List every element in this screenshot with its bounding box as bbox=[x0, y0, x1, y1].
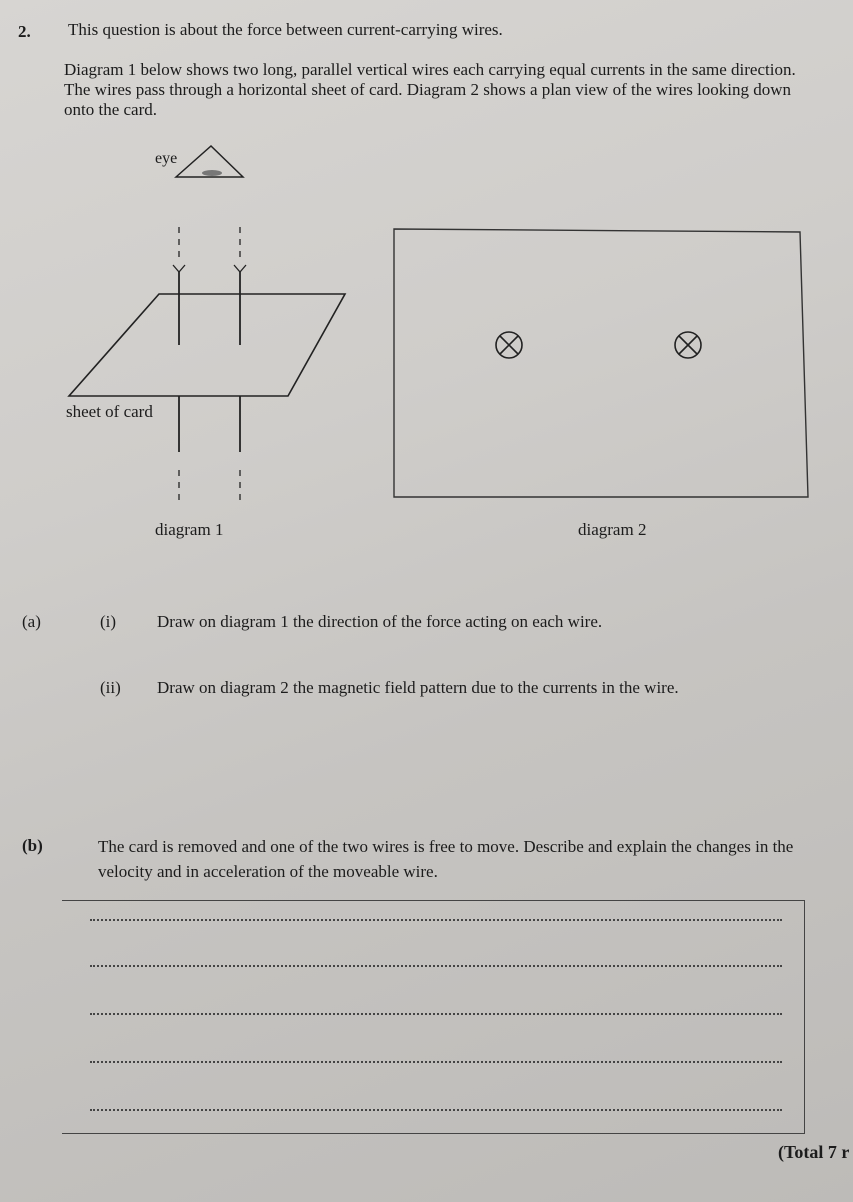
intro-paragraph: Diagram 1 below shows two long, parallel vertical wires each carrying equal currents in the same direction. The wires pass through a horizontal sheet of card. Diagram 2 shows a plan view of the wires looking down onto the card. bbox=[64, 60, 796, 119]
plan-view-box bbox=[394, 229, 808, 497]
current-into-page-icon-left bbox=[496, 332, 522, 358]
part-a-ii-text: Draw on diagram 2 the magnetic field pattern due to the currents in the wire. bbox=[157, 678, 679, 697]
current-arrow-right bbox=[234, 265, 246, 272]
diagram-2-caption: diagram 2 bbox=[578, 520, 647, 539]
diagram-2 bbox=[394, 229, 808, 497]
answer-line[interactable] bbox=[90, 1013, 782, 1015]
part-a-label: (a) bbox=[22, 612, 41, 631]
part-a-i-label: (i) bbox=[100, 612, 117, 631]
card-sheet bbox=[69, 294, 345, 396]
part-b-label: (b) bbox=[22, 836, 43, 855]
question-number: 2. bbox=[18, 22, 31, 41]
answer-line[interactable] bbox=[90, 1061, 782, 1063]
total-marks: (Total 7 r bbox=[778, 1142, 850, 1162]
eye-icon bbox=[176, 146, 243, 177]
eye-label: eye bbox=[155, 150, 178, 167]
current-arrow-left bbox=[173, 265, 185, 272]
part-b-text: The card is removed and one of the two wires is free to move. Describe and explain the changes in the velocity and in acceleration of the moveable wire. bbox=[98, 837, 794, 881]
card-label: sheet of card bbox=[66, 402, 153, 421]
answer-line[interactable] bbox=[90, 965, 782, 967]
diagram-1-caption: diagram 1 bbox=[155, 520, 224, 539]
diagram-1 bbox=[69, 227, 345, 506]
answer-line[interactable] bbox=[90, 919, 782, 921]
answer-line[interactable] bbox=[90, 1109, 782, 1111]
answer-box[interactable] bbox=[62, 900, 805, 1134]
part-a-i-text: Draw on diagram 1 the direction of the force acting on each wire. bbox=[157, 612, 603, 631]
intro-line: This question is about the force between current-carrying wires. bbox=[68, 20, 503, 39]
current-into-page-icon-right bbox=[675, 332, 701, 358]
part-a-ii-label: (ii) bbox=[100, 678, 121, 697]
